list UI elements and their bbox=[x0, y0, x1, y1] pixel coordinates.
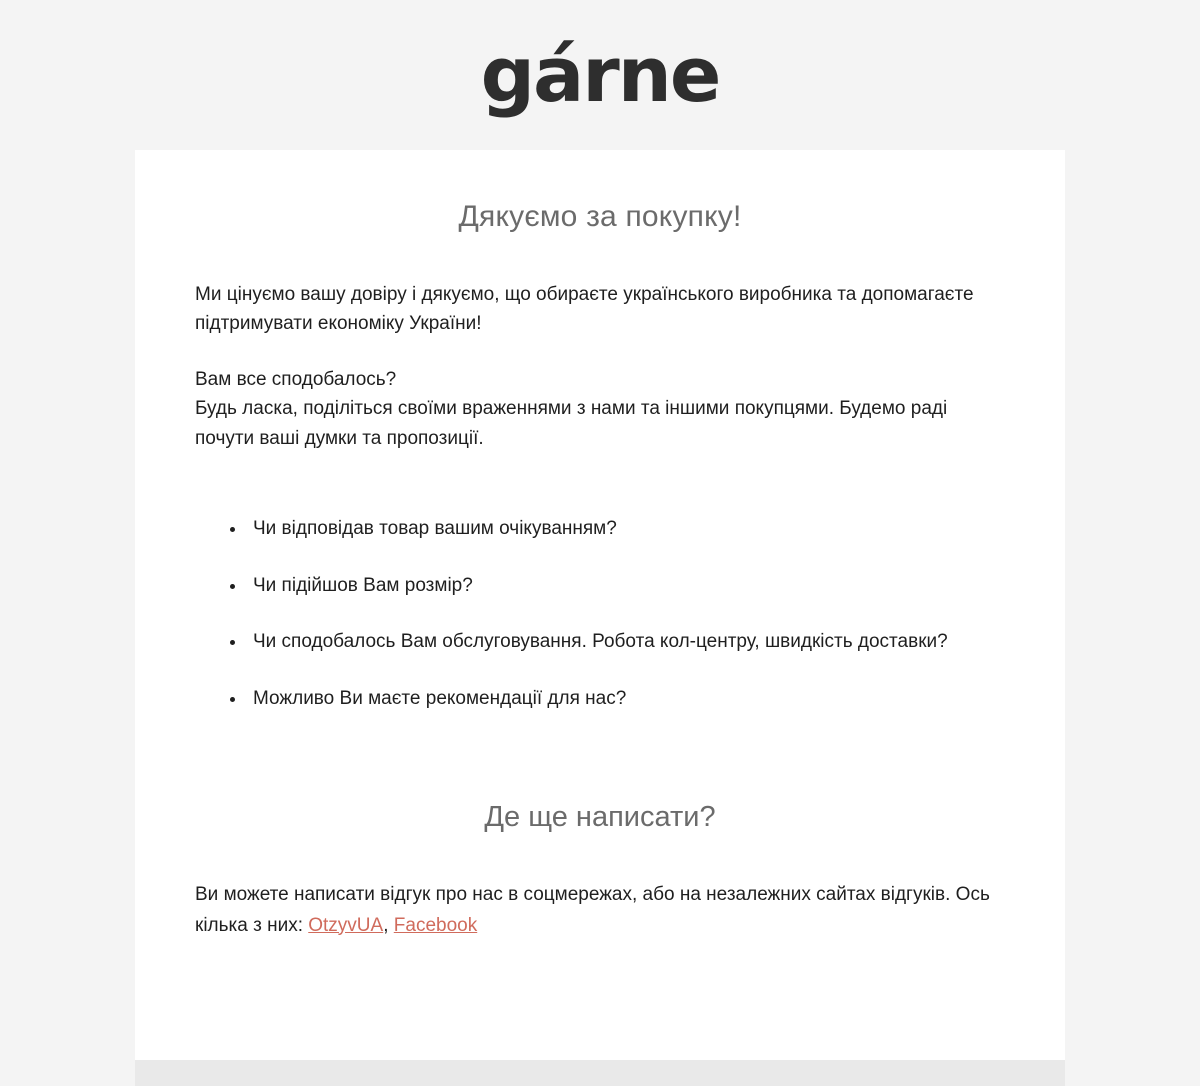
list-item: • Чи підійшов Вам розмір? bbox=[247, 572, 1005, 601]
intro-paragraph-2-line-2: Будь ласка, поділіться своїми враженнями з нами та іншими покупцями. Будемо раді почути ваші думки та пропозиції. bbox=[195, 398, 948, 449]
links-separator: , bbox=[383, 914, 394, 936]
outro-block bbox=[195, 880, 1005, 941]
card-bottom-gap bbox=[195, 941, 1005, 983]
section-subtitle: Де ще написати? bbox=[484, 801, 716, 834]
list-item: • Можливо Ви маєте рекомендації для нас? bbox=[247, 685, 1005, 714]
link-facebook[interactable]: Facebook bbox=[393, 914, 478, 936]
link-otzyvua[interactable]: OtzyvUA bbox=[308, 914, 384, 936]
outro-text: Ви можете написати відгук про нас в соцмережах, або на незалежних сайтах відгуків. Ось кілька з них: bbox=[195, 884, 990, 936]
intro-paragraph-2-line-1: Вам все сподобалось? bbox=[195, 368, 397, 390]
paragraph-spacer bbox=[195, 339, 1005, 365]
intro-paragraph-1: Ми цінуємо вашу довіру і дякуємо, що обираєте українського виробника та допомагаєте підтримувати економіку України! bbox=[195, 284, 974, 335]
brand-logo[interactable]: gárne bbox=[480, 30, 720, 119]
brand-header bbox=[0, 0, 1200, 150]
list-item: • Чи сподобалось Вам обслуговування. Робота кол-центру, швидкість доставки? bbox=[247, 628, 1005, 657]
question-list bbox=[195, 515, 1005, 713]
email-body-card bbox=[135, 150, 1065, 1060]
page-title: Дякуємо за покупку! bbox=[458, 200, 742, 233]
footer-strip bbox=[135, 1060, 1065, 1086]
list-item: • Чи відповідав товар вашим очікуванням? bbox=[247, 515, 1005, 544]
intro-block bbox=[195, 280, 1005, 453]
